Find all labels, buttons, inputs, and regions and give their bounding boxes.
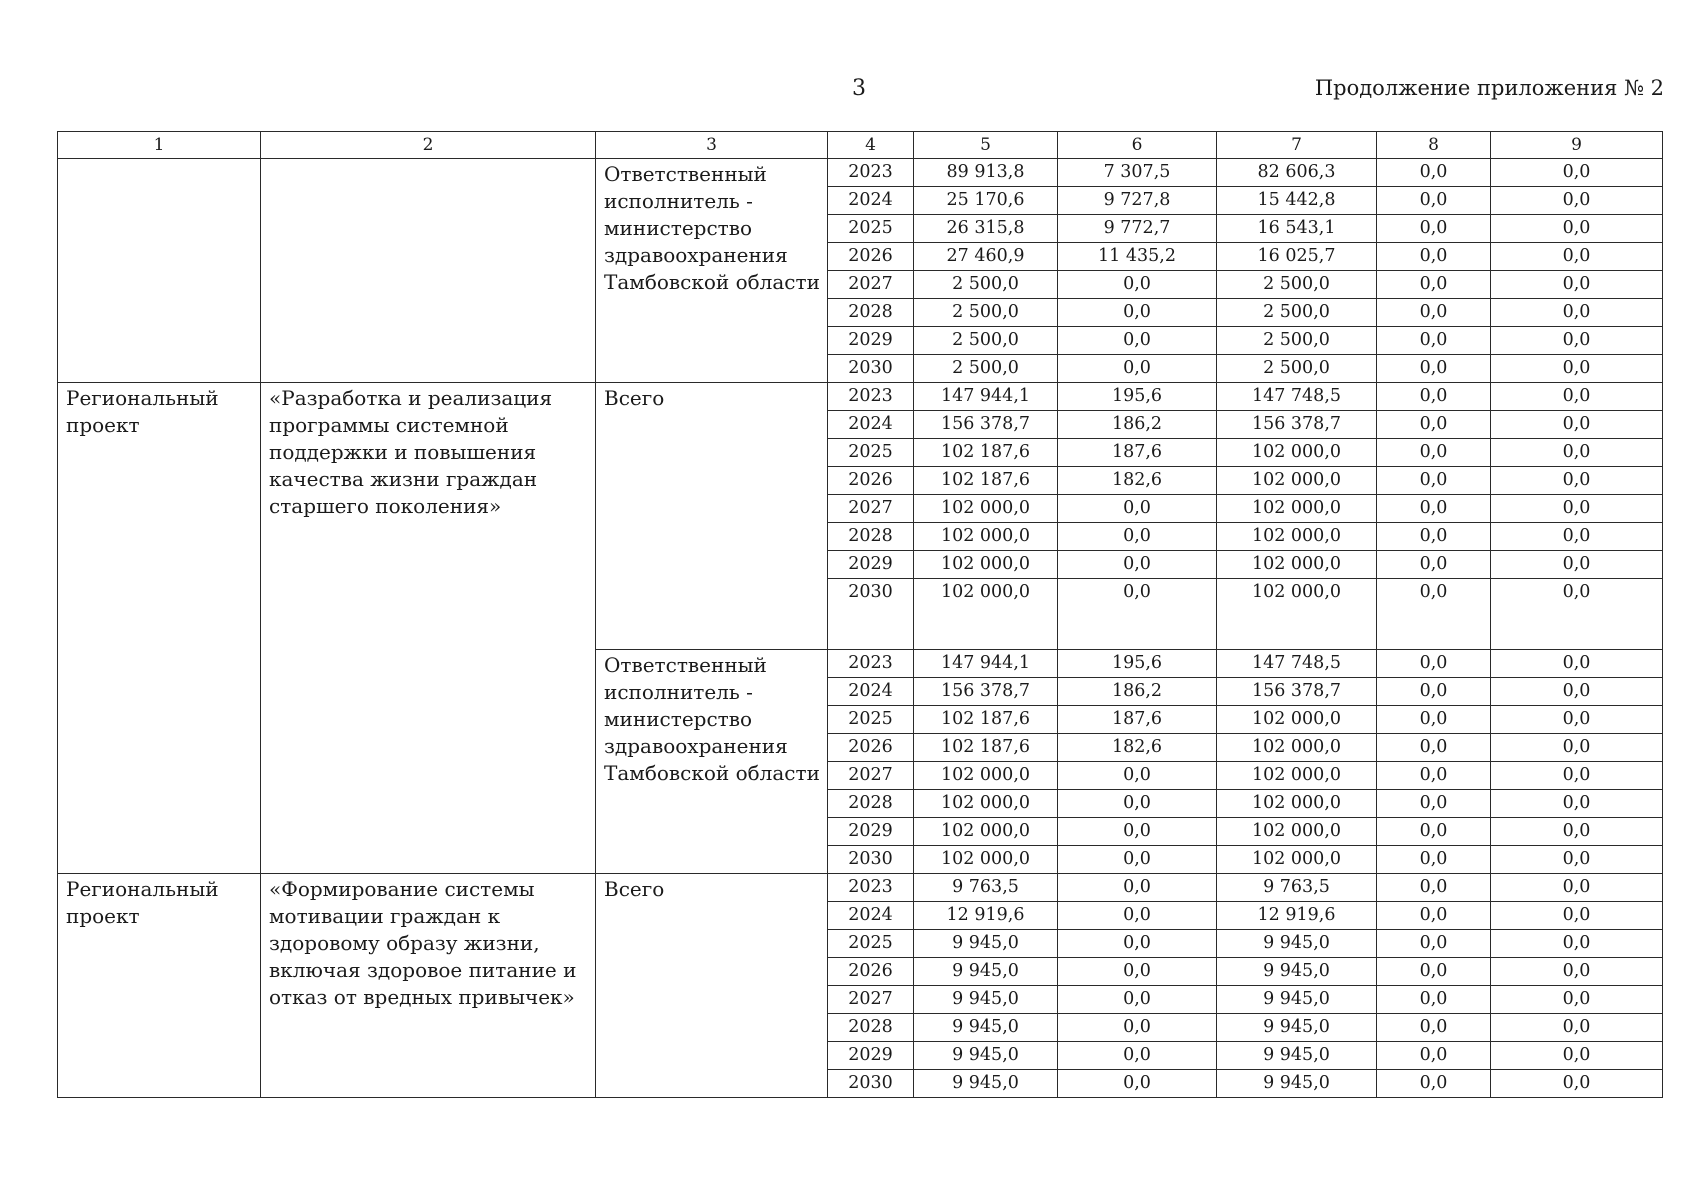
col7-cell: 15 442,8 [1217,187,1377,215]
project-type-cell: Региональный проект [58,383,261,874]
col6-cell: 0,0 [1058,986,1217,1014]
col7-cell: 102 000,0 [1217,734,1377,762]
funding-source-cell: Всего [596,874,828,1098]
col8-cell: 0,0 [1377,1014,1491,1042]
year-cell: 2029 [828,327,914,355]
year-cell: 2026 [828,734,914,762]
year-cell: 2025 [828,439,914,467]
col8-cell: 0,0 [1377,467,1491,495]
col9-cell: 0,0 [1491,818,1663,846]
col9-cell: 0,0 [1491,734,1663,762]
col7-cell: 2 500,0 [1217,299,1377,327]
col6-cell: 0,0 [1058,818,1217,846]
col6-cell: 0,0 [1058,1014,1217,1042]
total-cell: 9 945,0 [914,958,1058,986]
total-cell: 147 944,1 [914,650,1058,678]
col6-cell: 0,0 [1058,790,1217,818]
col9-cell: 0,0 [1491,762,1663,790]
col9-cell: 0,0 [1491,1014,1663,1042]
total-cell: 2 500,0 [914,299,1058,327]
project-name-cell: «Разработка и реализация программы системной поддержки и повышения качества жизни граждан старшего поколения» [261,383,596,874]
col6-cell: 0,0 [1058,299,1217,327]
col6-cell: 0,0 [1058,846,1217,874]
col9-cell: 0,0 [1491,215,1663,243]
col8-cell: 0,0 [1377,650,1491,678]
col9-cell: 0,0 [1491,874,1663,902]
total-cell: 102 000,0 [914,846,1058,874]
col8-cell: 0,0 [1377,734,1491,762]
total-cell: 89 913,8 [914,159,1058,187]
total-cell: 9 763,5 [914,874,1058,902]
table-row [58,159,1663,187]
col7-cell: 102 000,0 [1217,818,1377,846]
col7-cell: 147 748,5 [1217,383,1377,411]
year-cell: 2027 [828,271,914,299]
col9-cell: 0,0 [1491,790,1663,818]
total-cell: 102 187,6 [914,706,1058,734]
continuation-caption: Продолжение приложения № 2 [1314,76,1664,100]
col7-cell: 16 543,1 [1217,215,1377,243]
total-cell: 102 000,0 [914,818,1058,846]
column-number: 7 [1217,132,1377,159]
total-cell: 12 919,6 [914,902,1058,930]
col9-cell: 0,0 [1491,299,1663,327]
col7-cell: 9 945,0 [1217,1042,1377,1070]
year-cell: 2025 [828,706,914,734]
year-cell: 2023 [828,874,914,902]
col6-cell: 0,0 [1058,1070,1217,1098]
col9-cell: 0,0 [1491,678,1663,706]
column-number: 1 [58,132,261,159]
total-cell: 2 500,0 [914,327,1058,355]
col8-cell: 0,0 [1377,706,1491,734]
year-cell: 2026 [828,467,914,495]
col7-cell: 9 945,0 [1217,986,1377,1014]
col7-cell: 2 500,0 [1217,327,1377,355]
column-number: 8 [1377,132,1491,159]
year-cell: 2030 [828,1070,914,1098]
col8-cell: 0,0 [1377,411,1491,439]
col9-cell: 0,0 [1491,1070,1663,1098]
total-cell: 102 187,6 [914,734,1058,762]
total-cell: 2 500,0 [914,355,1058,383]
budget-table [57,131,1663,1098]
year-cell: 2027 [828,495,914,523]
col7-cell: 102 000,0 [1217,846,1377,874]
col6-cell: 11 435,2 [1058,243,1217,271]
column-number: 9 [1491,132,1663,159]
col7-cell: 12 919,6 [1217,902,1377,930]
year-cell: 2026 [828,958,914,986]
total-cell: 25 170,6 [914,187,1058,215]
col7-cell: 102 000,0 [1217,551,1377,579]
total-cell: 9 945,0 [914,1070,1058,1098]
year-cell: 2024 [828,902,914,930]
funding-source-cell: Ответственный исполнитель - министерство здравоохранения Тамбовской области [596,650,828,874]
col7-cell: 102 000,0 [1217,706,1377,734]
col7-cell: 102 000,0 [1217,523,1377,551]
col6-cell: 186,2 [1058,411,1217,439]
funding-source-cell: Всего [596,383,828,650]
col6-cell: 0,0 [1058,762,1217,790]
project-type-cell: Региональный проект [58,874,261,1098]
total-cell: 2 500,0 [914,271,1058,299]
col8-cell: 0,0 [1377,243,1491,271]
col7-cell: 102 000,0 [1217,762,1377,790]
total-cell: 102 000,0 [914,495,1058,523]
page-number: 3 [852,76,866,101]
col9-cell: 0,0 [1491,958,1663,986]
total-cell: 102 000,0 [914,762,1058,790]
year-cell: 2028 [828,523,914,551]
total-cell: 9 945,0 [914,1014,1058,1042]
col6-cell: 187,6 [1058,439,1217,467]
year-cell: 2023 [828,159,914,187]
col9-cell: 0,0 [1491,243,1663,271]
col8-cell: 0,0 [1377,902,1491,930]
col8-cell: 0,0 [1377,215,1491,243]
col8-cell: 0,0 [1377,551,1491,579]
col7-cell: 102 000,0 [1217,467,1377,495]
col8-cell: 0,0 [1377,187,1491,215]
total-cell: 156 378,7 [914,411,1058,439]
col6-cell: 187,6 [1058,706,1217,734]
col9-cell: 0,0 [1491,187,1663,215]
col8-cell: 0,0 [1377,958,1491,986]
col9-cell: 0,0 [1491,1042,1663,1070]
col6-cell: 0,0 [1058,523,1217,551]
year-cell: 2024 [828,678,914,706]
year-cell: 2027 [828,762,914,790]
col8-cell: 0,0 [1377,790,1491,818]
col8-cell: 0,0 [1377,579,1491,650]
table-body [58,132,1663,1098]
project-name-cell [261,159,596,383]
col8-cell: 0,0 [1377,383,1491,411]
col8-cell: 0,0 [1377,271,1491,299]
col6-cell: 0,0 [1058,902,1217,930]
total-cell: 102 000,0 [914,551,1058,579]
year-cell: 2023 [828,650,914,678]
year-cell: 2030 [828,355,914,383]
col8-cell: 0,0 [1377,874,1491,902]
col6-cell: 195,6 [1058,650,1217,678]
total-cell: 156 378,7 [914,678,1058,706]
col9-cell: 0,0 [1491,551,1663,579]
col7-cell: 9 945,0 [1217,930,1377,958]
col9-cell: 0,0 [1491,902,1663,930]
col7-cell: 9 945,0 [1217,1070,1377,1098]
col8-cell: 0,0 [1377,678,1491,706]
col9-cell: 0,0 [1491,327,1663,355]
col8-cell: 0,0 [1377,495,1491,523]
col7-cell: 102 000,0 [1217,790,1377,818]
year-cell: 2030 [828,579,914,650]
col6-cell: 0,0 [1058,551,1217,579]
year-cell: 2024 [828,411,914,439]
col8-cell: 0,0 [1377,1070,1491,1098]
col6-cell: 9 772,7 [1058,215,1217,243]
year-cell: 2028 [828,790,914,818]
col9-cell: 0,0 [1491,523,1663,551]
col9-cell: 0,0 [1491,930,1663,958]
col8-cell: 0,0 [1377,299,1491,327]
column-number: 2 [261,132,596,159]
col6-cell: 0,0 [1058,579,1217,650]
total-cell: 9 945,0 [914,930,1058,958]
col7-cell: 9 945,0 [1217,958,1377,986]
total-cell: 102 000,0 [914,790,1058,818]
col8-cell: 0,0 [1377,1042,1491,1070]
col7-cell: 9 763,5 [1217,874,1377,902]
col9-cell: 0,0 [1491,495,1663,523]
col9-cell: 0,0 [1491,411,1663,439]
col7-cell: 147 748,5 [1217,650,1377,678]
col6-cell: 186,2 [1058,678,1217,706]
col8-cell: 0,0 [1377,762,1491,790]
col6-cell: 0,0 [1058,874,1217,902]
total-cell: 102 000,0 [914,579,1058,650]
col7-cell: 156 378,7 [1217,411,1377,439]
column-number: 6 [1058,132,1217,159]
col9-cell: 0,0 [1491,846,1663,874]
total-cell: 26 315,8 [914,215,1058,243]
year-cell: 2025 [828,215,914,243]
year-cell: 2024 [828,187,914,215]
col6-cell: 0,0 [1058,355,1217,383]
col6-cell: 182,6 [1058,734,1217,762]
col9-cell: 0,0 [1491,271,1663,299]
year-cell: 2029 [828,818,914,846]
col6-cell: 9 727,8 [1058,187,1217,215]
year-cell: 2028 [828,1014,914,1042]
total-cell: 102 187,6 [914,439,1058,467]
column-number: 3 [596,132,828,159]
col6-cell: 0,0 [1058,958,1217,986]
year-cell: 2028 [828,299,914,327]
col7-cell: 16 025,7 [1217,243,1377,271]
year-cell: 2025 [828,930,914,958]
col8-cell: 0,0 [1377,846,1491,874]
table-row [58,383,1663,411]
col7-cell: 82 606,3 [1217,159,1377,187]
col7-cell: 102 000,0 [1217,439,1377,467]
year-cell: 2029 [828,1042,914,1070]
col9-cell: 0,0 [1491,383,1663,411]
col8-cell: 0,0 [1377,930,1491,958]
col6-cell: 0,0 [1058,271,1217,299]
col6-cell: 0,0 [1058,1042,1217,1070]
year-cell: 2029 [828,551,914,579]
col6-cell: 7 307,5 [1058,159,1217,187]
col8-cell: 0,0 [1377,327,1491,355]
col9-cell: 0,0 [1491,467,1663,495]
col9-cell: 0,0 [1491,986,1663,1014]
col9-cell: 0,0 [1491,159,1663,187]
total-cell: 147 944,1 [914,383,1058,411]
col9-cell: 0,0 [1491,579,1663,650]
column-number-row [58,132,1663,159]
year-cell: 2030 [828,846,914,874]
year-cell: 2027 [828,986,914,1014]
project-type-cell [58,159,261,383]
col9-cell: 0,0 [1491,439,1663,467]
table-row [58,874,1663,902]
col6-cell: 0,0 [1058,930,1217,958]
year-cell: 2026 [828,243,914,271]
col6-cell: 0,0 [1058,495,1217,523]
year-cell: 2023 [828,383,914,411]
col7-cell: 102 000,0 [1217,495,1377,523]
col6-cell: 195,6 [1058,383,1217,411]
total-cell: 9 945,0 [914,986,1058,1014]
col8-cell: 0,0 [1377,818,1491,846]
col8-cell: 0,0 [1377,159,1491,187]
total-cell: 9 945,0 [914,1042,1058,1070]
col8-cell: 0,0 [1377,439,1491,467]
col8-cell: 0,0 [1377,986,1491,1014]
col8-cell: 0,0 [1377,355,1491,383]
col9-cell: 0,0 [1491,355,1663,383]
col7-cell: 156 378,7 [1217,678,1377,706]
col9-cell: 0,0 [1491,706,1663,734]
total-cell: 102 000,0 [914,523,1058,551]
total-cell: 102 187,6 [914,467,1058,495]
col7-cell: 102 000,0 [1217,579,1377,650]
total-cell: 27 460,9 [914,243,1058,271]
col9-cell: 0,0 [1491,650,1663,678]
col6-cell: 182,6 [1058,467,1217,495]
column-number: 5 [914,132,1058,159]
col7-cell: 2 500,0 [1217,271,1377,299]
col7-cell: 2 500,0 [1217,355,1377,383]
funding-source-cell: Ответственный исполнитель - министерство здравоохранения Тамбовской области [596,159,828,383]
project-name-cell: «Формирование системы мотивации граждан к здоровому образу жизни, включая здоровое питание и отказ от вредных привычек» [261,874,596,1098]
col6-cell: 0,0 [1058,327,1217,355]
col7-cell: 9 945,0 [1217,1014,1377,1042]
column-number: 4 [828,132,914,159]
col8-cell: 0,0 [1377,523,1491,551]
